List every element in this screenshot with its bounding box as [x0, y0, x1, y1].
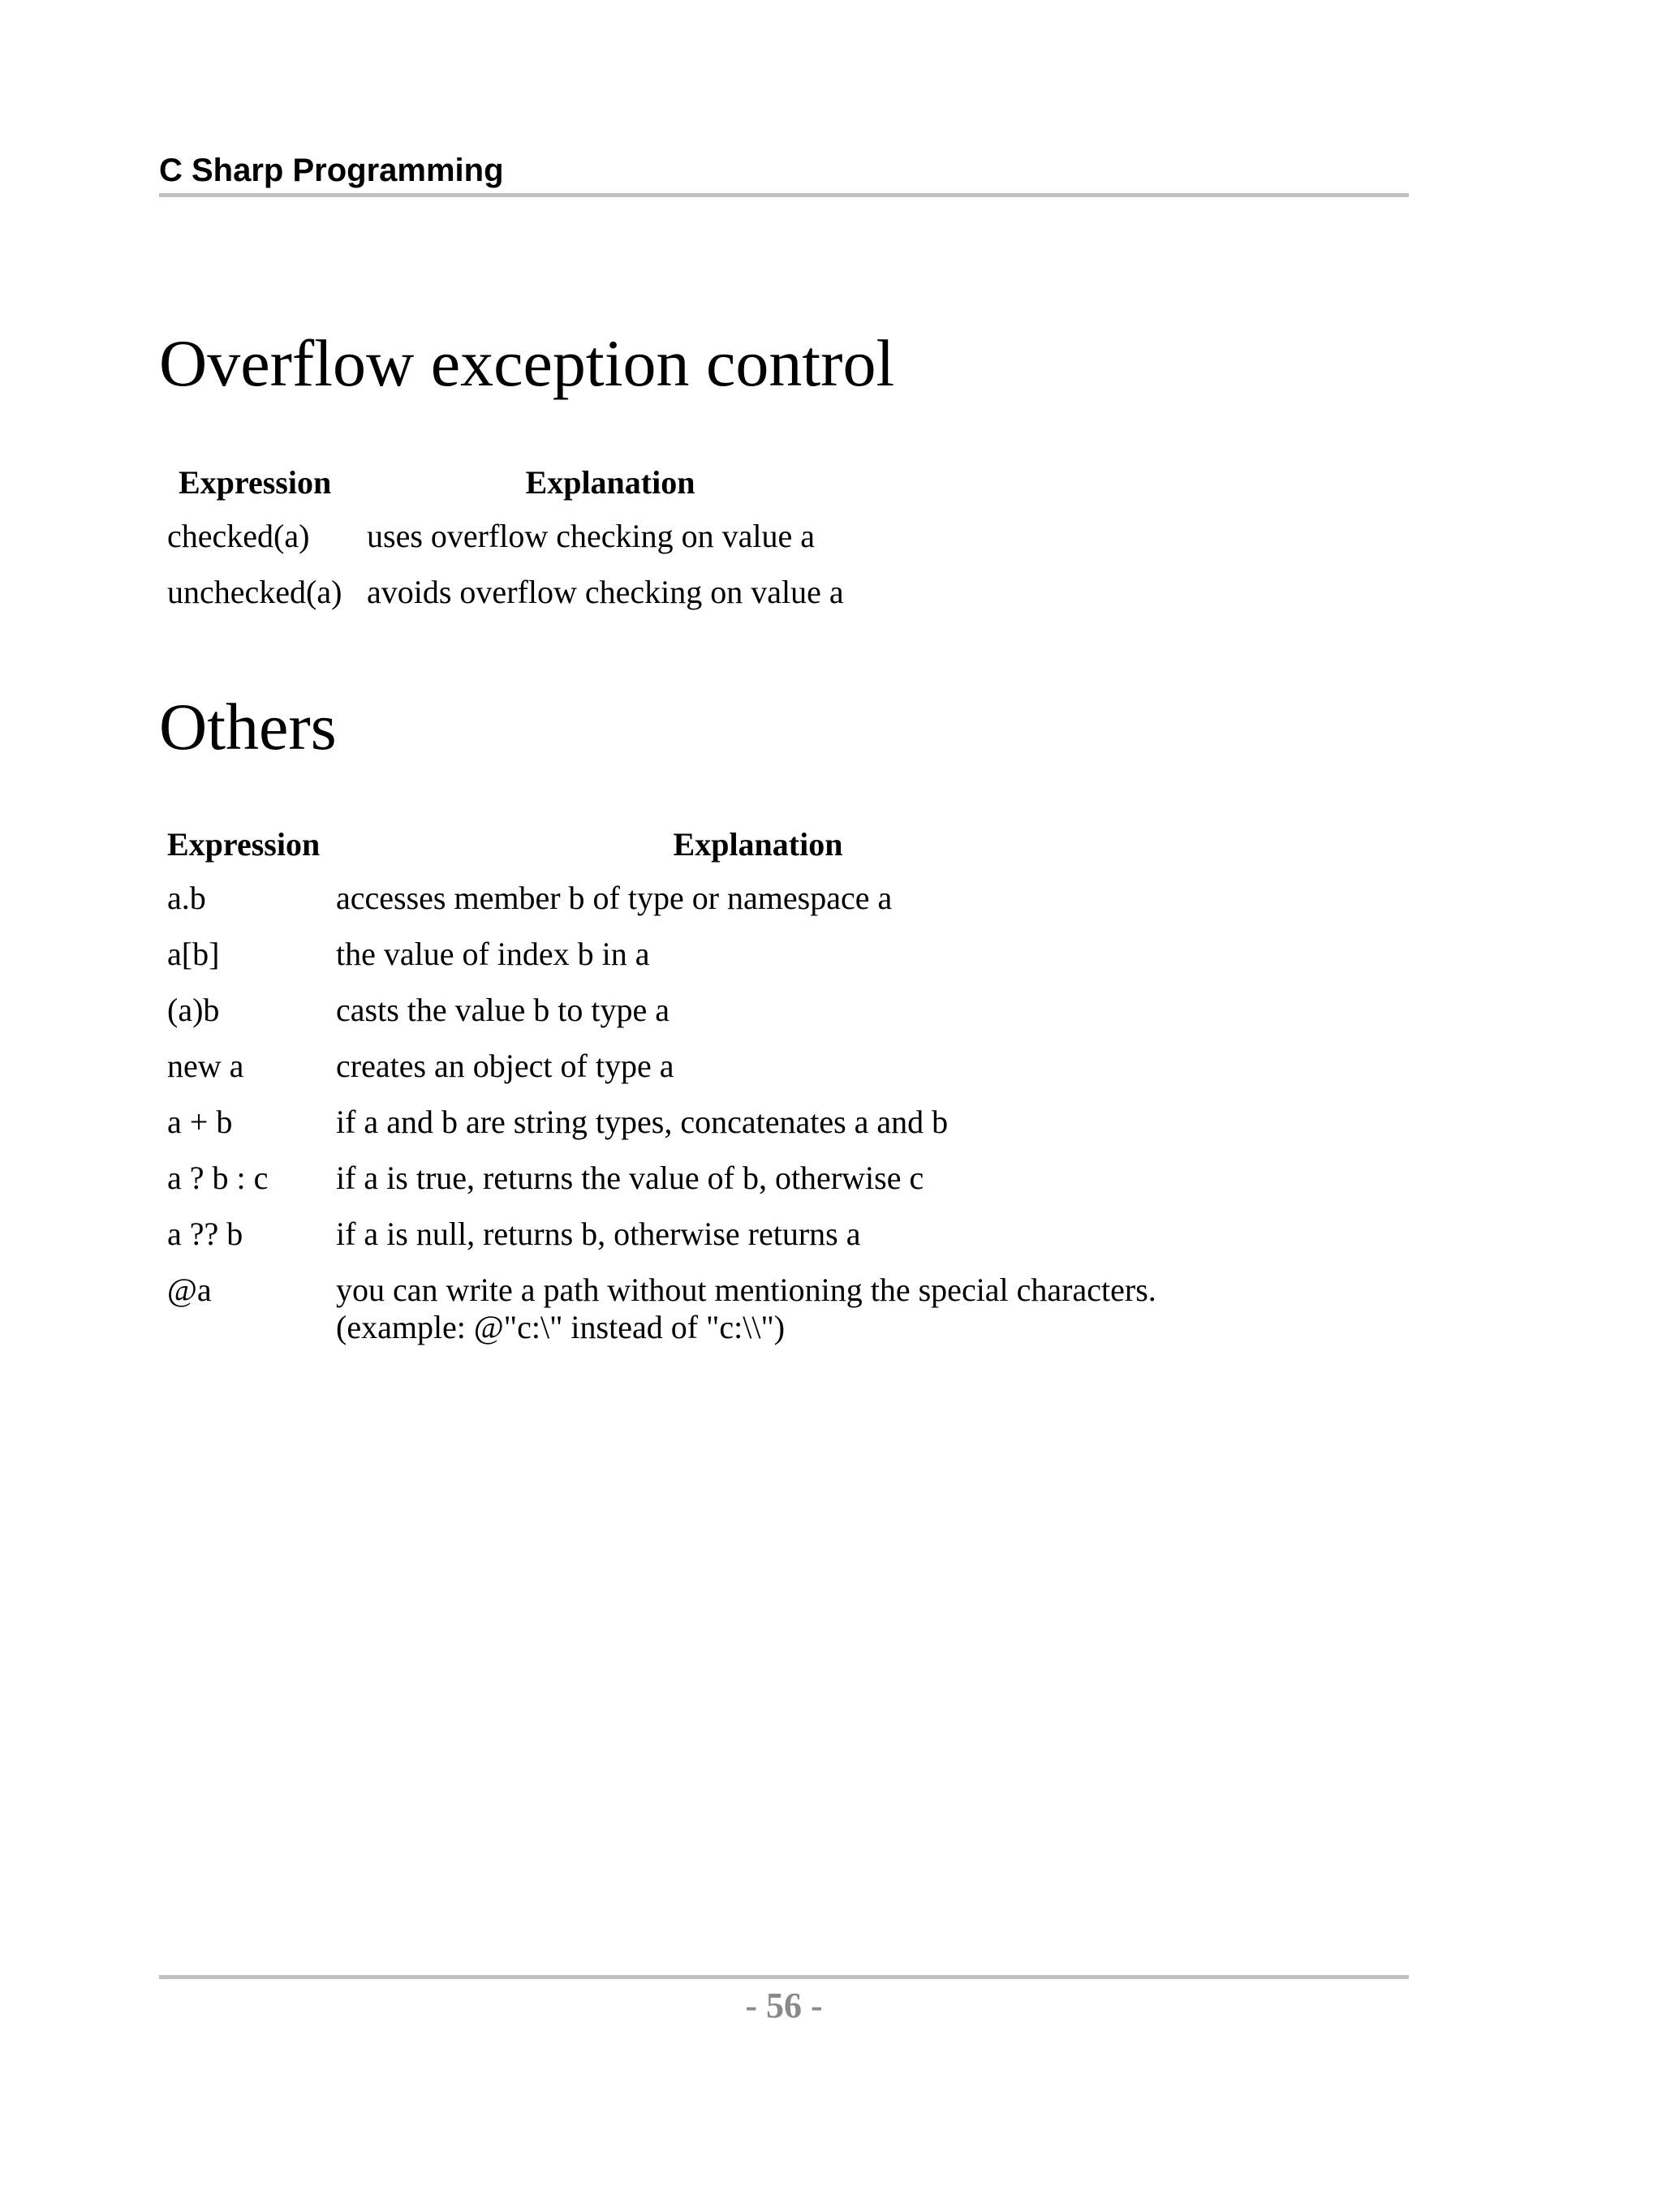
explanation-cell: casts the value b to type a — [336, 992, 670, 1028]
expression-cell: unchecked(a) — [167, 574, 342, 610]
explanation-example-line: (example: @"c:\" instead of "c:\\") — [336, 1309, 786, 1345]
table-row — [159, 518, 1071, 574]
explanation-cell: creates an object of type a — [336, 1048, 674, 1084]
table-row — [159, 1104, 1229, 1160]
running-title: C Sharp Programming — [159, 153, 504, 188]
page-number: - 56 - — [745, 1986, 823, 2025]
other-operators-table — [159, 826, 1229, 1346]
expression-cell: a.b — [167, 880, 206, 916]
column-header-expression: Expression — [167, 826, 321, 863]
expression-cell: a[b] — [167, 936, 220, 972]
table-header-row — [159, 826, 1229, 880]
column-header-explanation: Explanation — [673, 826, 843, 863]
explanation-cell: the value of index b in a — [336, 936, 650, 972]
explanation-line: you can write a path without mentioning the special characters. — [336, 1272, 1156, 1308]
table-row — [159, 936, 1229, 992]
explanation-cell: uses overflow checking on value a — [367, 518, 816, 554]
section-heading-overflow: Overflow exception control — [159, 326, 895, 400]
explanation-cell: if a is true, returns the value of b, otherwise c — [336, 1160, 924, 1196]
table-row — [159, 1160, 1229, 1216]
footer-rule — [159, 1975, 1409, 1979]
expression-cell: (a)b — [167, 992, 220, 1028]
expression-cell: a + b — [167, 1104, 233, 1140]
expression-cell: checked(a) — [167, 518, 310, 554]
expression-cell: a ?? b — [167, 1216, 243, 1252]
table-header-row — [159, 464, 1071, 518]
explanation-cell: avoids overflow checking on value a — [367, 574, 844, 610]
explanation-cell: accesses member b of type or namespace a — [336, 880, 893, 916]
explanation-cell: if a and b are string types, concatenates a and b — [336, 1104, 949, 1140]
expression-cell: a ? b : c — [167, 1160, 269, 1196]
table-row — [159, 992, 1229, 1048]
overflow-operators-table — [159, 464, 1071, 630]
table-row — [159, 1272, 1229, 1346]
header-rule — [159, 193, 1409, 197]
table-row — [159, 1216, 1229, 1272]
expression-cell: new a — [167, 1048, 244, 1084]
explanation-cell: if a is null, returns b, otherwise returns a — [336, 1216, 861, 1252]
expression-cell: @a — [167, 1272, 212, 1308]
column-header-expression: Expression — [179, 464, 332, 501]
table-row — [159, 1048, 1229, 1104]
page-header — [159, 151, 1409, 190]
table-row — [159, 574, 1071, 630]
section-heading-others: Others — [159, 690, 337, 764]
column-header-explanation: Explanation — [525, 464, 695, 501]
explanation-cell — [336, 1272, 1229, 1346]
table-row — [159, 880, 1229, 936]
